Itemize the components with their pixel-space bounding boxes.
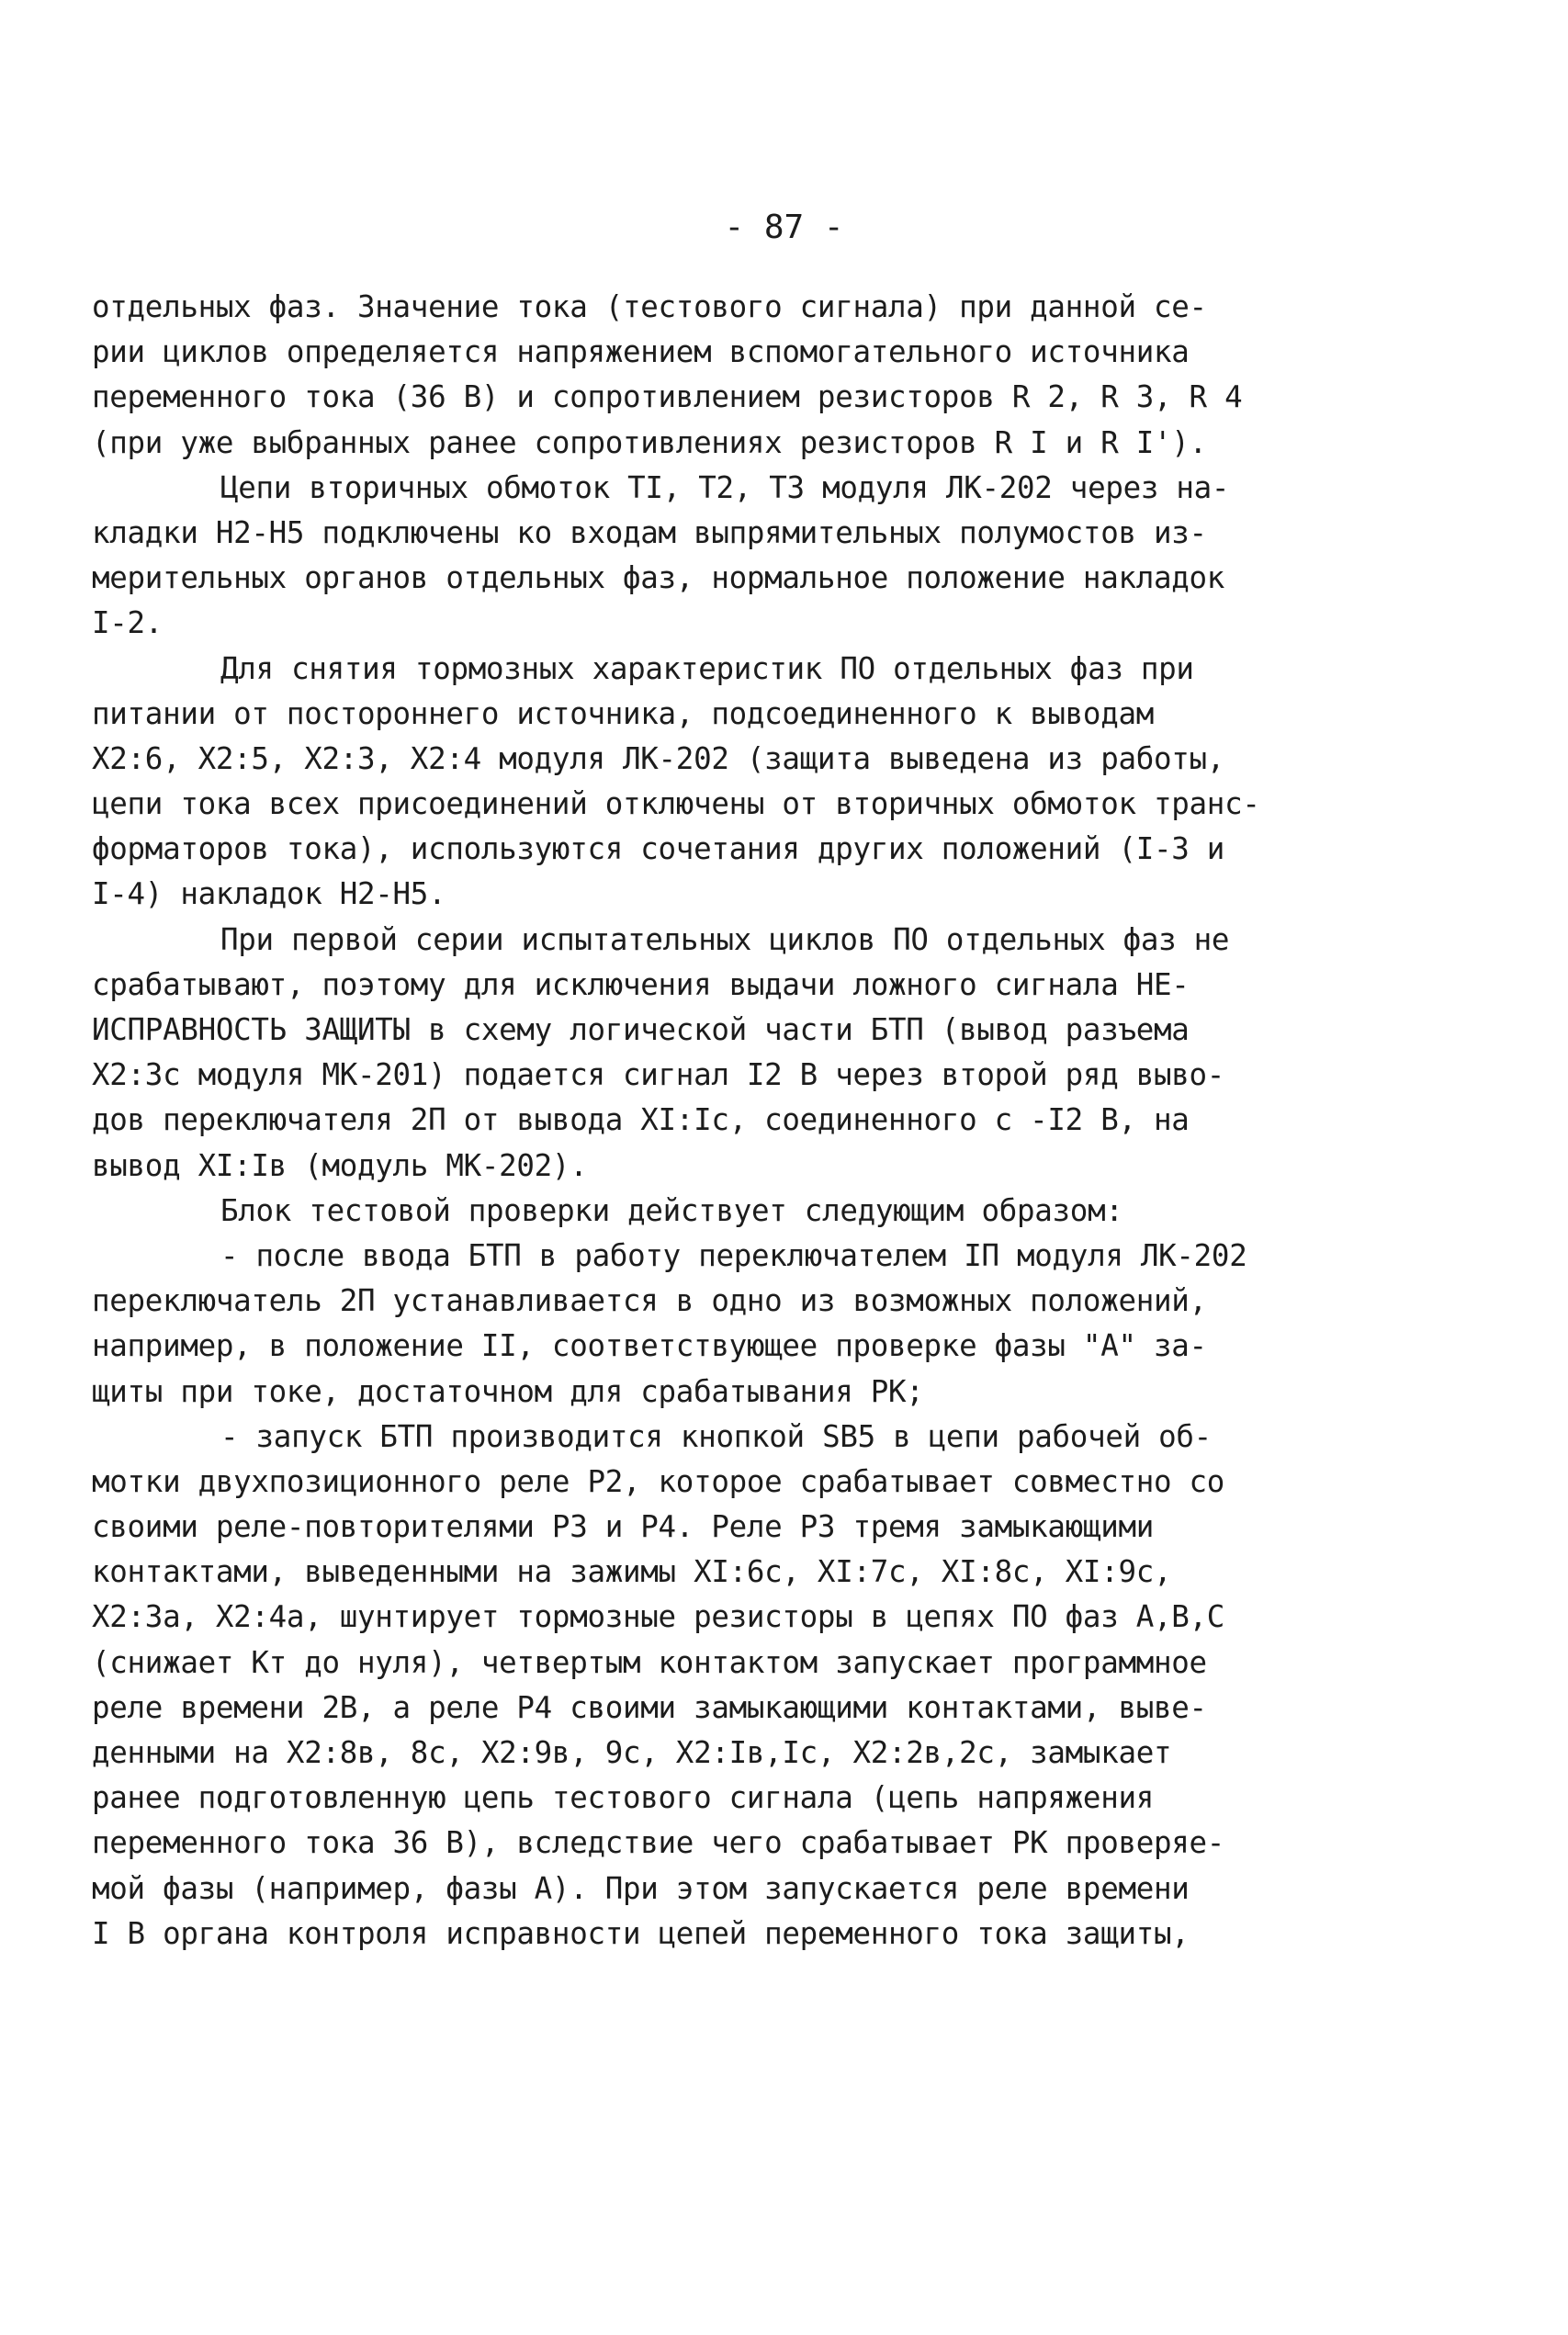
text-line: кладки Н2-Н5 подключены ко входам выпрямительных полумостов из- (92, 514, 1207, 550)
text-line: Х2:3а, Х2:4а, шунтирует тормозные резисторы в цепях ПО фаз А,В,С (92, 1599, 1225, 1635)
text-line: реле времени 2В, а реле Р4 своими замыкающими контактами, выве- (92, 1689, 1207, 1725)
text-line: I-2. (92, 605, 164, 641)
text-line: своими реле-повторителями Р3 и Р4. Реле Р3 тремя замыкающими (92, 1509, 1154, 1545)
text-line: При первой серии испытательных циклов ПО отдельных фаз не (220, 921, 1230, 957)
text-line: дов переключателя 2П от вывода XI:Iс, соединенного с -I2 В, на (92, 1102, 1190, 1138)
text-line: переменного тока (36 В) и сопротивлением резисторов R 2, R 3, R 4 (92, 379, 1243, 415)
text-line: переключатель 2П устанавливается в одно из возможных положений, (92, 1283, 1207, 1319)
text-line: мотки двухпозиционного реле Р2, которое срабатывает совместно со (92, 1463, 1225, 1499)
text-line: мерительных органов отдельных фаз, нормальное положение накладок (92, 560, 1225, 596)
text-line: форматоров тока), используются сочетания других положений (I-3 и (92, 831, 1225, 867)
text-line: ранее подготовленную цепь тестового сигнала (цепь напряжения (92, 1780, 1154, 1816)
text-line: ИСПРАВНОСТЬ ЗАЩИТЫ в схему логической части БТП (вывод разъема (92, 1012, 1190, 1047)
text-line: переменного тока 36 В), вследствие чего срабатывает РК проверяе- (92, 1825, 1225, 1861)
text-line: (снижает Кт до нуля), четвертым контактом запускает программное (92, 1644, 1207, 1680)
text-line: Для снятия тормозных характеристик ПО отдельных фаз при (220, 650, 1194, 686)
text-line: денными на Х2:8в, 8с, Х2:9в, 9с, Х2:Iв,Iс, Х2:2в,2с, замыкает (92, 1735, 1172, 1770)
text-line: отдельных фаз. Значение тока (тестового сигнала) при данной се- (92, 289, 1207, 324)
text-line: щиты при токе, достаточном для срабатывания РК; (92, 1373, 924, 1409)
text-line: цепи тока всех присоединений отключены от вторичных обмоток транс- (92, 786, 1260, 822)
text-line: Х2:3с модуля МК-201) подается сигнал I2 В через второй ряд выво- (92, 1057, 1225, 1093)
text-line: рии циклов определяется напряжением вспомогательного источника (92, 334, 1190, 370)
text-line: - после ввода БТП в работу переключателем IП модуля ЛК-202 (220, 1237, 1247, 1273)
text-line: вывод XI:Iв (модуль МК-202). (92, 1147, 588, 1183)
text-line: питании от постороннего источника, подсоединенного к выводам (92, 695, 1154, 731)
text-line: I-4) накладок Н2-Н5. (92, 876, 446, 912)
text-line: Цепи вторичных обмоток TI, Т2, Т3 модуля ЛК-202 через на- (220, 469, 1230, 505)
text-line: например, в положение II, соответствующее проверке фазы "А" за- (92, 1328, 1207, 1364)
text-line: - запуск БТП производится кнопкой SB5 в цепи рабочей об- (220, 1418, 1212, 1454)
text-line: контактами, выведенными на зажимы XI:6с, XI:7с, XI:8с, XI:9с, (92, 1554, 1172, 1590)
body-text (92, 285, 1396, 1957)
page-number: - 87 - (724, 209, 844, 246)
text-line: Х2:6, Х2:5, Х2:3, Х2:4 модуля ЛК-202 (защита выведена из работы, (92, 740, 1225, 776)
text-line: Блок тестовой проверки действует следующим образом: (220, 1192, 1123, 1228)
text-line: (при уже выбранных ранее сопротивлениях резисторов R I и R I'). (92, 424, 1207, 460)
text-line: срабатывают, поэтому для исключения выдачи ложного сигнала НЕ- (92, 966, 1190, 1002)
text-line: I В органа контроля исправности цепей переменного тока защиты, (92, 1915, 1190, 1951)
text-line: мой фазы (например, фазы А). При этом запускается реле времени (92, 1870, 1190, 1906)
